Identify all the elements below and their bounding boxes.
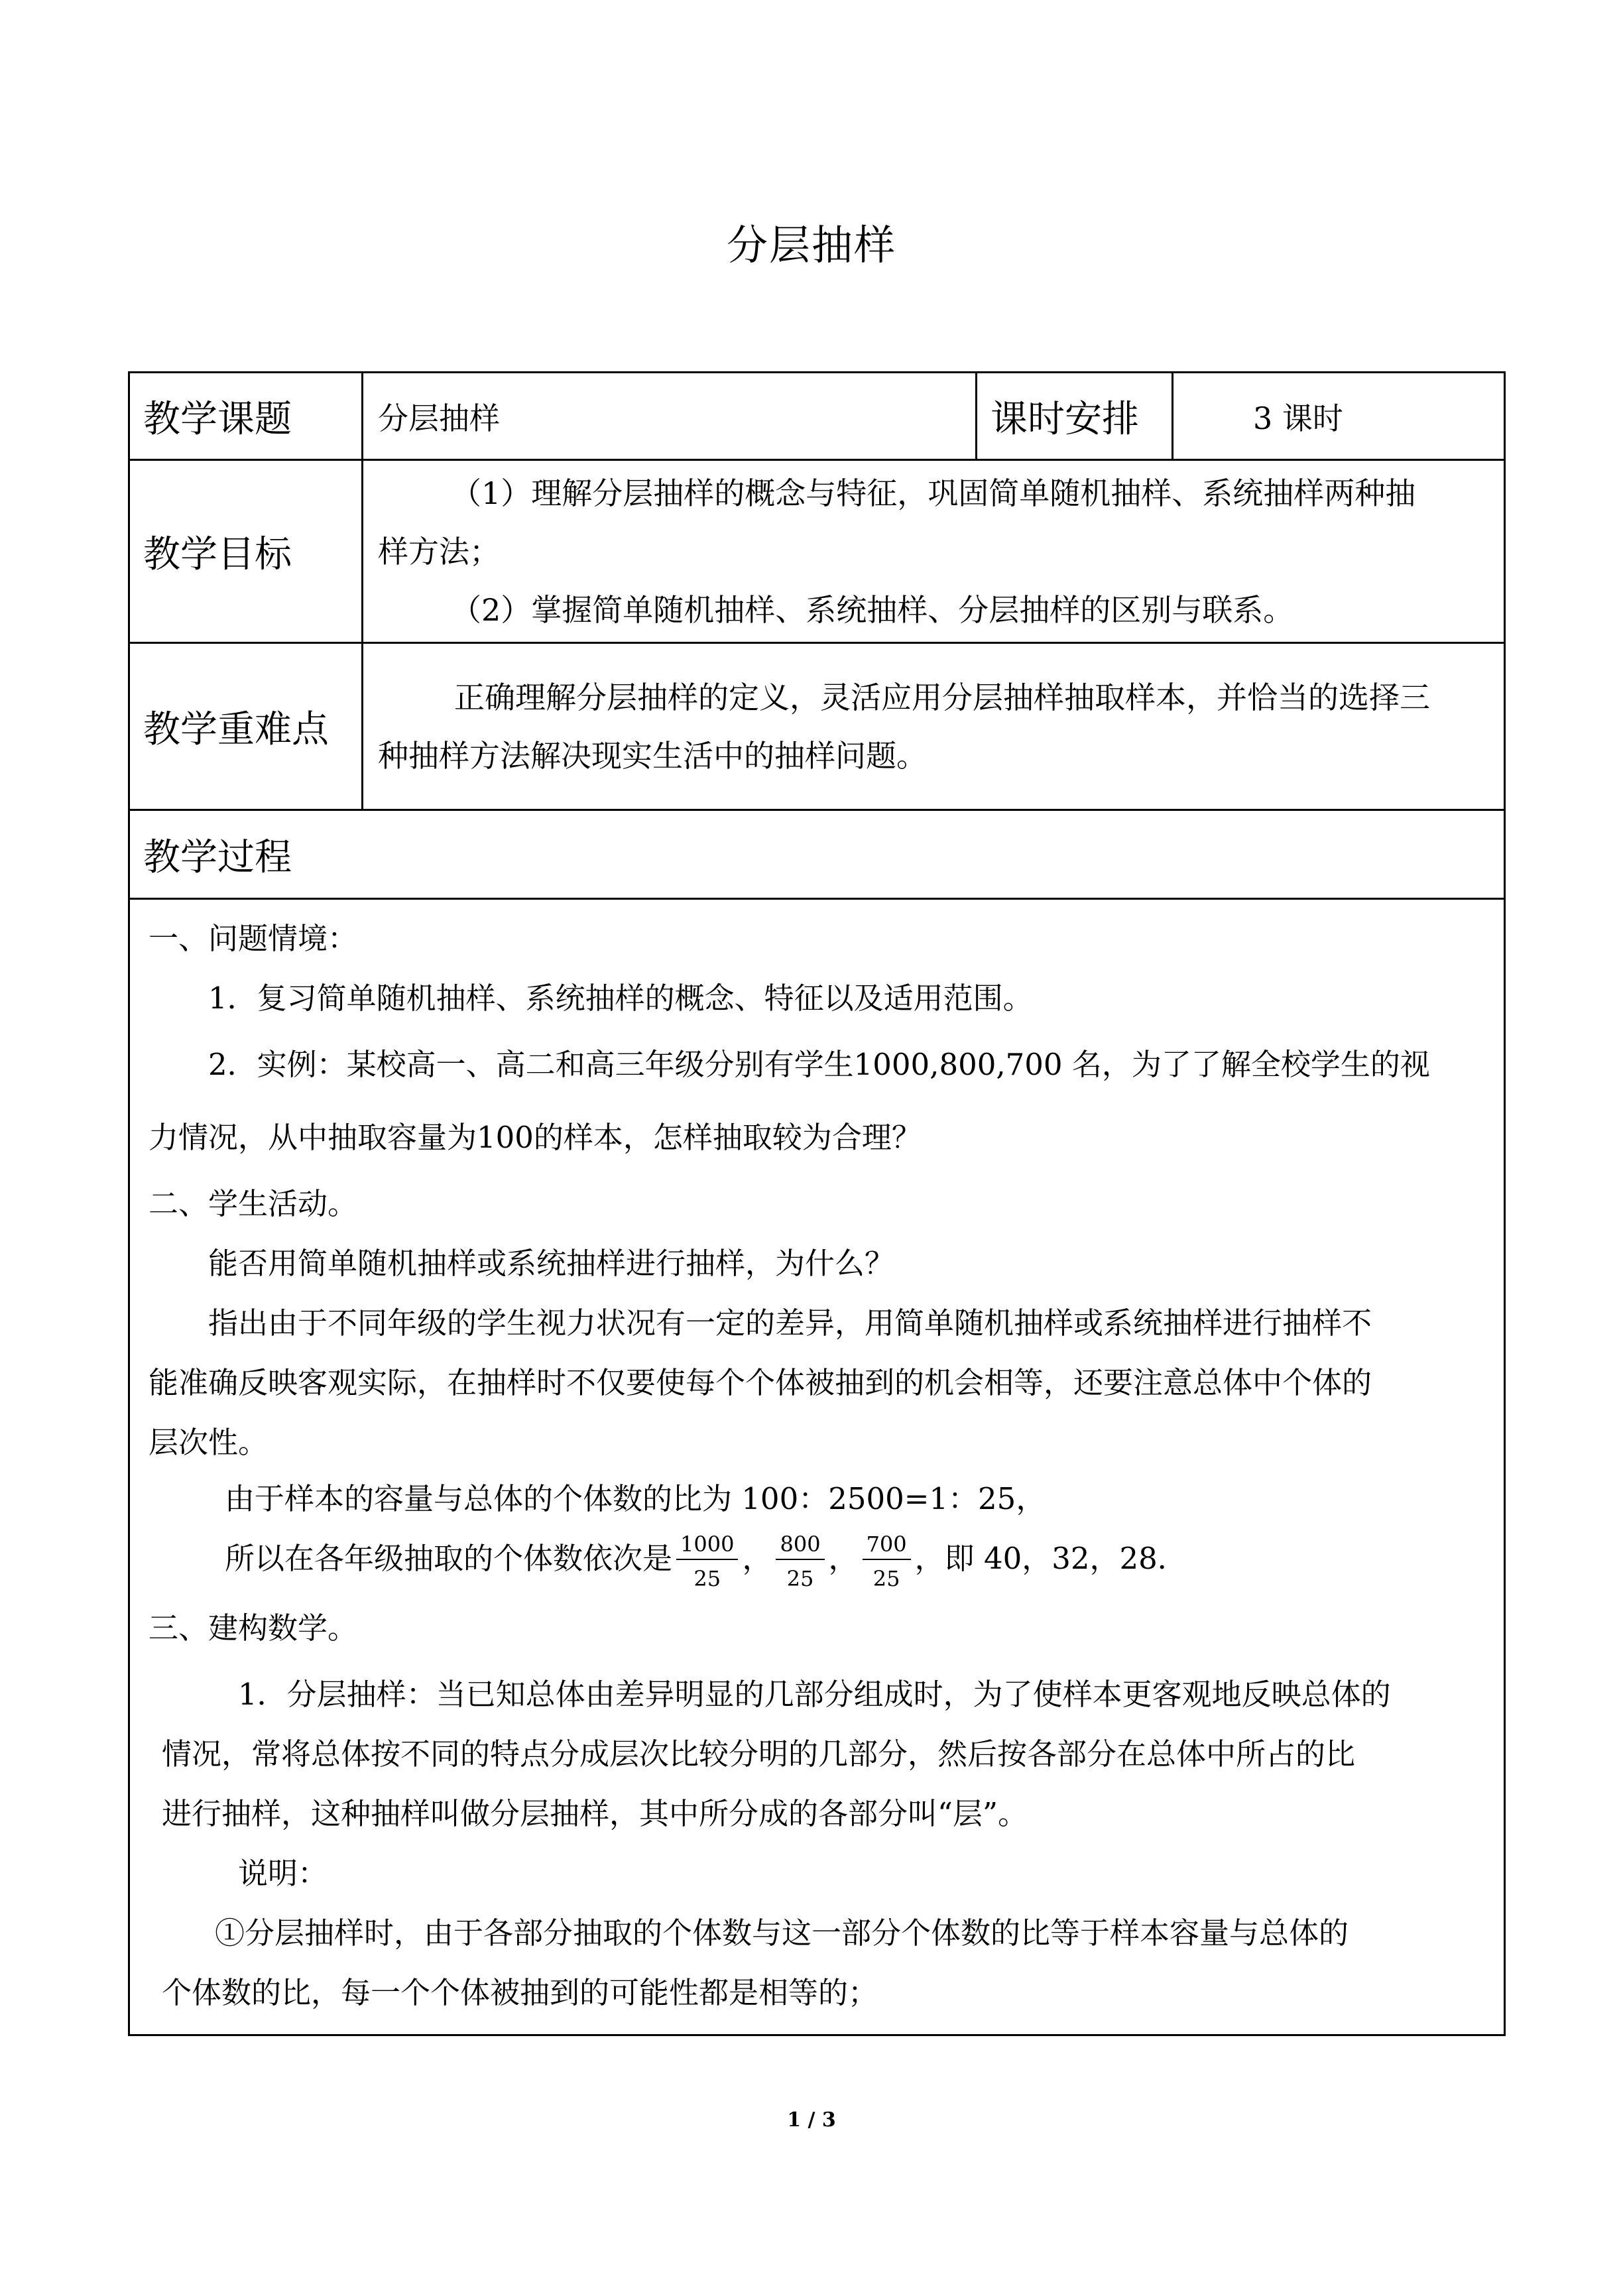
section-2-heading: 二、学生活动。 (149, 1186, 358, 1221)
fraction-grade-2-denominator: 25 (786, 1565, 814, 1591)
goal-content (363, 460, 1505, 643)
definition-line-2: 情况，常将总体按不同的特点分成层次比较分明的几部分，然后按各部分在总体中所占的比 (162, 1736, 1356, 1772)
allocation-prefix: 所以在各年级抽取的个体数依次是 (225, 1541, 673, 1576)
section-1-heading: 一、问题情境： (149, 921, 358, 956)
section-2-para-line-1: 指出由于不同年级的学生视力状况有一定的差异，用简单随机抽样或系统抽样进行抽样不 (208, 1305, 1372, 1341)
topic-label: 教学课题 (129, 373, 363, 460)
fraction-separator: ， (828, 1541, 859, 1576)
goal-label: 教学目标 (129, 460, 363, 643)
section-2-para-line-3: 层次性。 (149, 1425, 269, 1460)
section-1-item-1: 1．复习简单随机抽样、系统抽样的概念、特征以及适用范围。 (208, 981, 1033, 1016)
fraction-grade-3-numerator: 700 (863, 1534, 911, 1560)
section-3-body (149, 1665, 1489, 2023)
section-1-item-2-line-2: 力情况，从中抽取容量为100的样本，怎样抽取较为合理？ (149, 1120, 922, 1155)
section-2-allocation (149, 1526, 1489, 1592)
goal-line-3: （2）掌握简单随机抽样、系统抽样、分层抽样的区别与联系。 (451, 591, 1294, 628)
section-2-question: 能否用简单随机抽样或系统抽样进行抽样，为什么？ (208, 1246, 895, 1281)
key-content (363, 643, 1505, 810)
topic-value: 分层抽样 (363, 373, 977, 460)
key-line-1: 正确理解分层抽样的定义，灵活应用分层抽样抽取样本，并恰当的选择三 (454, 679, 1430, 715)
process-header-row (129, 810, 1505, 899)
section-2-ratio: 由于样本的容量与总体的个体数的比为 100：2500=1：25， (225, 1481, 1046, 1516)
allocation-suffix: ，即 40，32，28． (914, 1541, 1187, 1576)
fraction-grade-2 (776, 1531, 824, 1591)
topic-row (129, 373, 1505, 460)
note-1-line-2: 个体数的比，每一个个体被抽到的可能性都是相等的； (162, 1975, 878, 2010)
note-label: 说明： (238, 1856, 328, 1891)
goal-row (129, 460, 1505, 643)
note-1-line-1: ①分层抽样时，由于各部分抽取的个体数与这一部分个体数的比等于样本容量与总体的 (215, 1915, 1349, 1951)
section-3-heading: 三、建构数学。 (149, 1610, 358, 1646)
fraction-grade-1-numerator: 1000 (676, 1534, 738, 1560)
document-title: 分层抽样 (726, 221, 896, 269)
key-line-2: 种抽样方法解决现实生活中的抽样问题。 (378, 737, 927, 774)
key-label: 教学重难点 (129, 643, 363, 810)
schedule-label: 课时安排 (977, 373, 1173, 460)
process-body-row (129, 899, 1505, 2035)
goal-line-1: （1）理解分层抽样的概念与特征，巩固简单随机抽样、系统抽样两种抽 (451, 475, 1416, 511)
schedule-value: 3 课时 (1173, 373, 1505, 460)
lesson-plan-table (128, 371, 1506, 2036)
section-1-item-2-line-1: 2．实例：某校高一、高二和高三年级分别有学生1000,800,700 名，为了了解全校学生的视 (208, 1047, 1430, 1082)
section-2-para-line-2: 能准确反映客观实际，在抽样时不仅要使每个个体被抽到的机会相等，还要注意总体中个体的 (149, 1365, 1372, 1400)
process-content (129, 899, 1505, 2035)
definition-line-1: 1．分层抽样：当已知总体由差异明显的几部分组成时，为了使样本更客观地反映总体的 (238, 1677, 1391, 1712)
definition-line-3: 进行抽样，这种抽样叫做分层抽样，其中所分成的各部分叫“层”。 (162, 1796, 1028, 1831)
process-label: 教学过程 (129, 810, 1505, 899)
fraction-grade-1-denominator: 25 (693, 1565, 721, 1591)
fraction-grade-2-numerator: 800 (776, 1534, 824, 1560)
fraction-separator: ， (742, 1541, 772, 1576)
fraction-grade-1 (676, 1531, 738, 1591)
fraction-grade-3 (863, 1531, 911, 1591)
page-number: 1 / 3 (787, 2108, 836, 2132)
fraction-grade-3-denominator: 25 (872, 1565, 900, 1591)
goal-line-2: 样方法； (378, 533, 500, 570)
key-row (129, 643, 1505, 810)
